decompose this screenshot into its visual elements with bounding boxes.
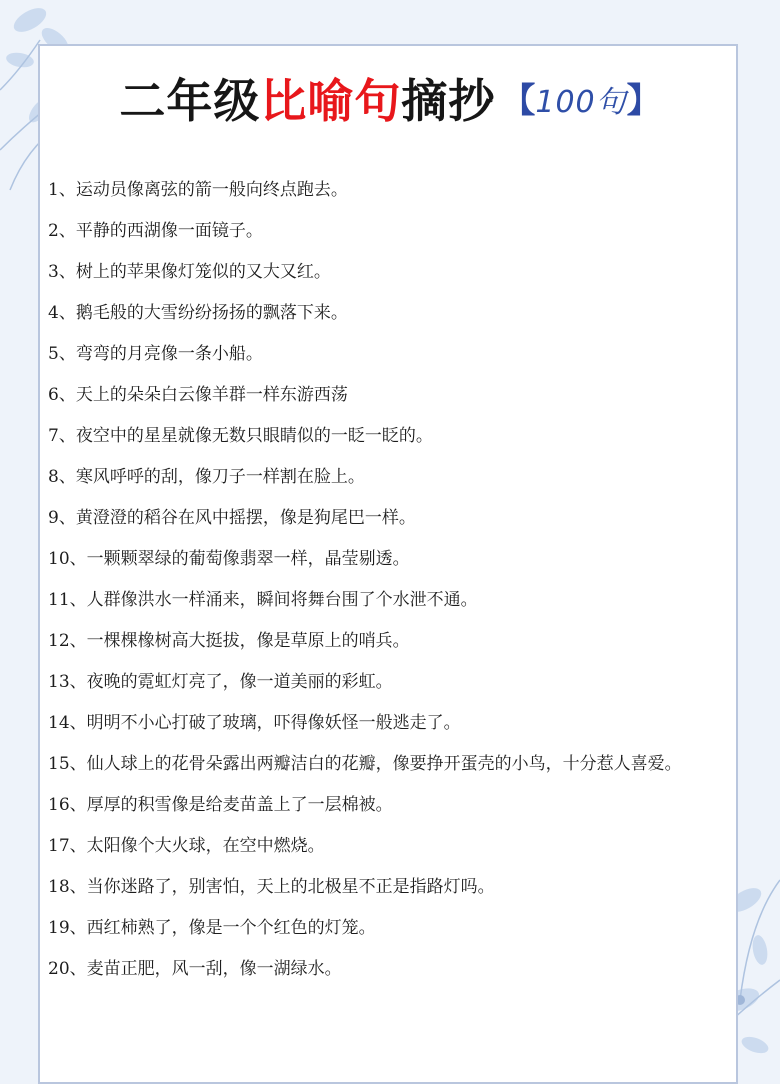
list-item: 12、一棵棵橡树高大挺拔，像是草原上的哨兵。 (48, 631, 410, 651)
list-item: 9、黄澄澄的稻谷在风中摇摆，像是狗尾巴一样。 (48, 508, 416, 528)
title-part-grade: 二年级 (119, 74, 261, 128)
list-item: 16、厚厚的积雪像是给麦苗盖上了一层棉被。 (48, 795, 393, 815)
list-item: 6、天上的朵朵白云像羊群一样东游西荡 (48, 385, 348, 405)
list-item: 2、平静的西湖像一面镜子。 (48, 221, 263, 241)
sentence-list (48, 170, 748, 990)
badge-number: 100 (535, 85, 596, 120)
title-part-excerpt: 摘抄 (401, 74, 496, 128)
list-item: 13、夜晚的霓虹灯亮了，像一道美丽的彩虹。 (48, 672, 393, 692)
list-item: 4、鹅毛般的大雪纷纷扬扬的飘落下来。 (48, 303, 348, 323)
list-item: 19、西红柿熟了，像是一个个红色的灯笼。 (48, 918, 376, 938)
page-title (0, 66, 780, 136)
list-item: 1、运动员像离弦的箭一般向终点跑去。 (48, 180, 348, 200)
count-badge (501, 66, 660, 138)
title-part-simile: 比喻句 (260, 74, 402, 128)
list-item: 18、当你迷路了，别害怕，天上的北极星不正是指路灯吗。 (48, 877, 495, 897)
list-item: 11、人群像洪水一样涌来，瞬间将舞台围了个水泄不通。 (48, 590, 478, 610)
badge-open-bracket: 【 (501, 81, 536, 121)
list-item: 17、太阳像个大火球，在空中燃烧。 (48, 836, 325, 856)
list-item: 14、明明不小心打破了玻璃，吓得像妖怪一般逃走了。 (48, 713, 461, 733)
list-item: 8、寒风呼呼的刮，像刀子一样割在脸上。 (48, 467, 365, 487)
badge-close-bracket: 】 (626, 81, 661, 121)
list-item: 15、仙人球上的花骨朵露出两瓣洁白的花瓣，像要挣开蛋壳的小鸟，十分惹人喜爱。 (48, 754, 682, 774)
list-item: 5、弯弯的月亮像一条小船。 (48, 344, 263, 364)
list-item: 7、夜空中的星星就像无数只眼睛似的一眨一眨的。 (48, 426, 433, 446)
list-item: 10、一颗颗翠绿的葡萄像翡翠一样，晶莹剔透。 (48, 549, 410, 569)
list-item: 20、麦苗正肥，风一刮，像一湖绿水。 (48, 959, 342, 979)
list-item: 3、树上的苹果像灯笼似的又大又红。 (48, 262, 331, 282)
badge-unit: 句 (595, 85, 627, 120)
